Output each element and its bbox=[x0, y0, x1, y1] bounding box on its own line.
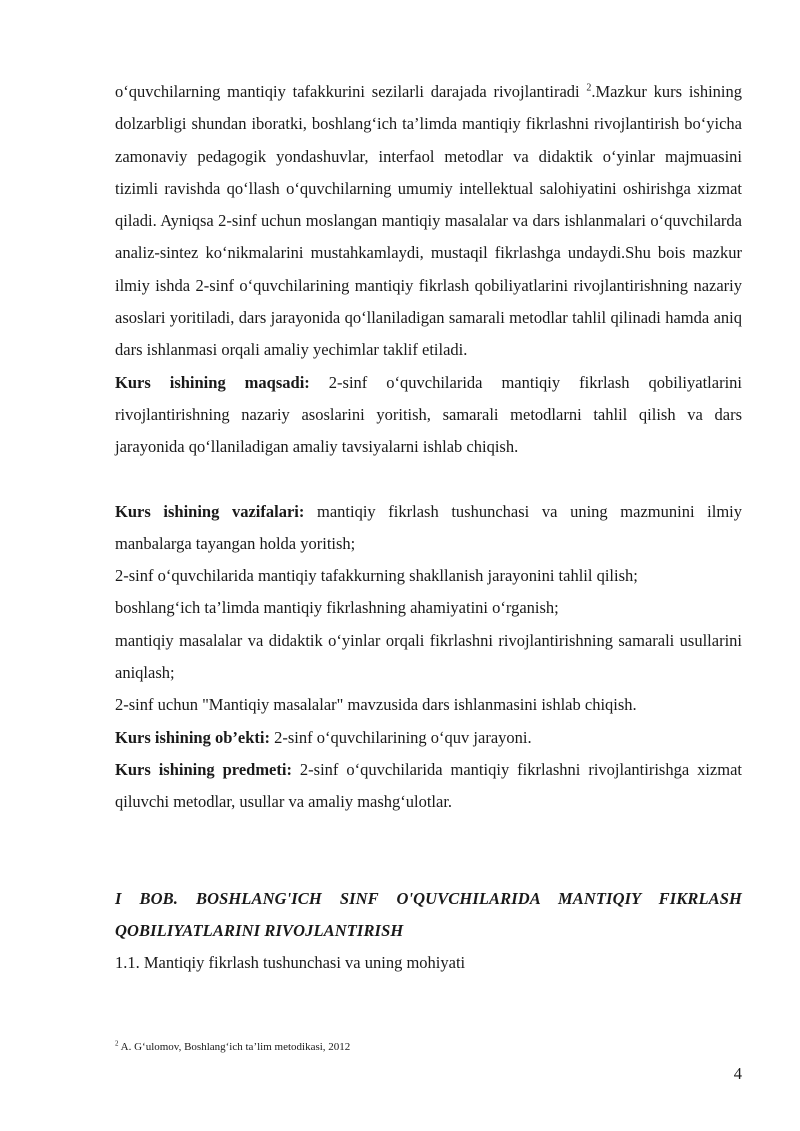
spacer bbox=[115, 464, 742, 496]
footnote-marker: 2 bbox=[115, 1039, 119, 1048]
goal-label: Kurs ishining maqsadi: bbox=[115, 372, 310, 392]
object-text: 2-sinf o‘quvchilarining o‘quv jarayoni. bbox=[269, 727, 532, 747]
intro-text-start: o‘quvchilarning mantiqiy tafakkurini sezilarli darajada rivojlantiradi bbox=[115, 82, 587, 101]
footnote-reference[interactable]: 2 bbox=[586, 82, 592, 94]
subject-text: 2-sinf o‘quvchilarida mantiqiy fikrlashni rivojlantirishga xizmat qiluvchi metodlar, usullar va amaliy mashg‘ulotlar. bbox=[115, 759, 742, 812]
object-paragraph bbox=[115, 722, 742, 754]
subject-label: Kurs ishining predmeti: bbox=[115, 759, 292, 779]
footnote-text: A. G‘ulomov, Boshlang‘ich ta’lim metodikasi, 2012 bbox=[118, 1041, 351, 1053]
tasks-label: Kurs ishining vazifalari: bbox=[115, 501, 305, 521]
task-item: 2-sinf uchun "Mantiqiy masalalar" mavzusida dars ishlanmasini ishlab chiqish. bbox=[115, 695, 637, 715]
footnote bbox=[115, 1040, 350, 1054]
goal-paragraph bbox=[115, 367, 742, 464]
section-title: 1.1. Mantiqiy fikrlash tushunchasi va uning mohiyati bbox=[115, 953, 466, 973]
intro-text-rest: .Mazkur kurs ishining dolzarbligi shundan iboratki, boshlang‘ich ta’limda mantiqiy fikrlashni rivojlantirish bo‘yicha zamonaviy pedagogik yondashuvlar, interfaol metodlar va didaktik o‘yinlar majmuasini tizimli ravishda qo‘llash o‘quvchilarning umumiy intellektual salohiyatini oshirishga xizmat qiladi. Ayniqsa 2-sinf uchun moslangan mantiqiy masalalar va dars ishlanmalari o‘quvchilarda analiz-sintez ko‘nikmalarini mustahkamlaydi, mustaqil fikrlashga undaydi.Shu bois mazkur ilmiy ishda 2-sinf o‘quvchilarining mantiqiy fikrlash qobiliyatlarini rivojlantirishning nazariy asoslari yoritiladi, dars jarayonida qo‘llaniladigan samarali metodlar tahlil qilinadi hamda aniq dars ishlanmasi orqali amaliy yechimlar taklif etiladi. bbox=[115, 82, 742, 360]
page-body bbox=[115, 76, 742, 979]
object-label: Kurs ishining ob’ekti: bbox=[115, 727, 270, 747]
chapter-heading: I BOB. BOSHLANG'ICH SINF O'QUVCHILARIDA MANTIQIY FIKRLASH QOBILIYATLARINI RIVOJLANTIRISH bbox=[115, 888, 742, 940]
spacer bbox=[115, 819, 742, 883]
task-item: mantiqiy masalalar va didaktik o‘yinlar orqali fikrlashni rivojlantirishning samarali usullarini aniqlash; bbox=[115, 630, 742, 683]
tasks-paragraph bbox=[115, 496, 742, 561]
tasks-text: mantiqiy fikrlash tushunchasi va uning mazmunini ilmiy manbalarga tayangan holda yoritish; bbox=[115, 501, 742, 553]
task-item: 2-sinf o‘quvchilarida mantiqiy tafakkurning shakllanish jarayonini tahlil qilish; bbox=[115, 566, 638, 586]
task-item: boshlang‘ich ta’limda mantiqiy fikrlashning ahamiyatini o‘rganish; bbox=[115, 598, 559, 618]
goal-text: 2-sinf o‘quvchilarida mantiqiy fikrlash qobiliyatlarini rivojlantirishning nazariy asoslarini yoritish, samarali metodlarni tahlil qilish va dars jarayonida qo‘llaniladigan amaliy tavsiyalarni ishlab chiqish. bbox=[115, 372, 742, 457]
page-number: 4 bbox=[733, 1064, 742, 1083]
intro-paragraph bbox=[115, 76, 742, 367]
subject-paragraph bbox=[115, 754, 742, 819]
